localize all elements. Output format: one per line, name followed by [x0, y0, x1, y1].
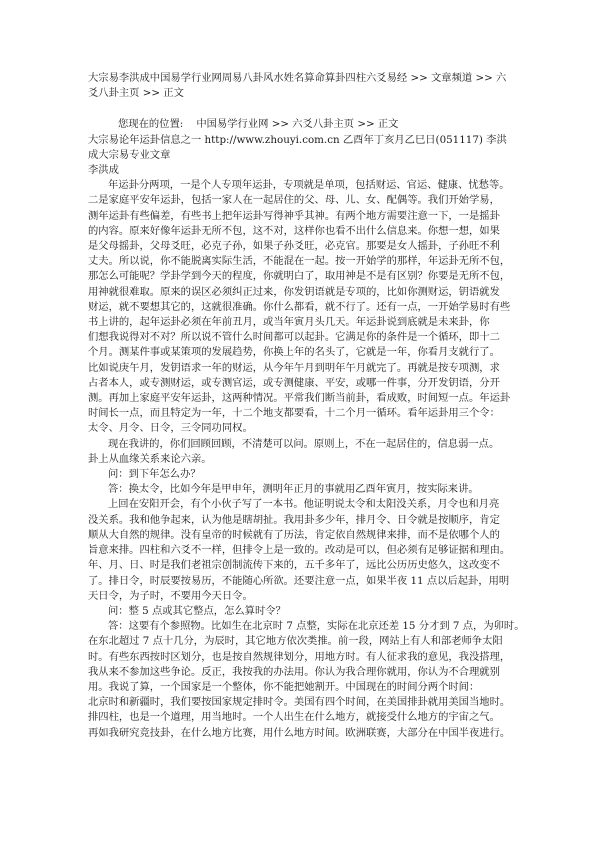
location-link-site[interactable]: 中国易学行业网	[196, 118, 269, 131]
location-label: 您现在的位置:	[118, 118, 184, 131]
paragraph-line: 们想我说得对不对？所以说不管什么时间都可以起卦。它满足你的条件是一个循环，即十二	[88, 331, 500, 344]
paragraph-line: 个月。测某件事或某策项的发展趋势，你换上年的名头了，它就是一年，你看月支就行了。	[88, 346, 500, 359]
paragraph-line: 财运，就不要想其它的，这就很准确。你什么都看，就不行了。还有一点，一开始学易时有些	[88, 300, 511, 313]
article-paragraph	[88, 619, 525, 741]
article-author: 李洪成	[88, 164, 119, 177]
answer-line: 答：换太令，比如今年是甲申年，测明年正月的事就用乙酉年寅月，按实际来讲。	[108, 483, 479, 496]
breadcrumb-top	[88, 71, 513, 101]
paragraph-line: 顺从大自然的规律。没有皇帝的时候就有了历法，肯定依自然规律来排，而不是依哪个人的	[88, 528, 500, 541]
paragraph-line: 测年运卦有些偏差，有些书上把年运卦写得神乎其神。有两个地方需要注意一下，一是摇卦	[88, 209, 500, 222]
document-page	[88, 71, 525, 741]
paragraph-line: 旨意来排。四柱和六爻不一样，但排令上是一致的。改动是可以，但必须有足够证据和理由。	[88, 544, 511, 557]
paragraph-line: 北京时和新疆时，我们要按国家规定排时令。美国有四个时间，在美国排卦就用美国当地时。	[88, 696, 511, 709]
location-separator: >>	[271, 118, 289, 131]
paragraph-line: 用。我说了算，一个国家是一个整体，你不能把她割开。中国现在的时间分两个时间：	[88, 680, 480, 693]
article-paragraph	[88, 178, 513, 436]
location-link-section[interactable]: 六爻八卦主页	[292, 118, 355, 131]
paragraph-line: 那怎么可能呢？学卦学到今天的程度，你就明白了，取用神是不是有区别？你要是无所不包，	[88, 270, 511, 283]
paragraph-line: 二是家庭平安年运卦，包括一家人在一起居住的父、母、儿、女、配偶等。我们开始学易，	[88, 194, 500, 207]
breadcrumb-top-line1[interactable]: 大宗易李洪成中国易学行业网周易八卦风水姓名算命算卦四柱六爻易经 >> 文章频道 >> 六	[88, 72, 507, 84]
spacer	[88, 101, 513, 117]
paragraph-line: 天日令，为子时，不要用今天日令。	[88, 589, 253, 602]
paragraph-line: 年运卦分两项，一是个人专项年运卦，专项就是单项，包括财运、官运、健康、忧愁等。	[108, 179, 510, 192]
paragraph-line: 上回在安阳开会，有个小伙子写了一本书。他证明说太令和太阳没关系，月令也和月亮	[108, 498, 500, 511]
paragraph-line: 的内容。原来好像年运卦无所不包，这不对，这样你也看不出什么信息来。你想一想，如果	[88, 224, 500, 237]
breadcrumb-top-line2[interactable]: 爻八卦主页 >> 正文	[88, 87, 184, 100]
paragraph-line: 年、月、日、时是我们老祖宗创制流传下来的，五千多年了，远比公历历史悠久，这改变不	[88, 559, 500, 572]
question-line: 问：到下年怎么办？	[108, 468, 201, 481]
location-current: 正文	[377, 118, 399, 131]
paragraph-line: 再如我研究竞技卦，在什么地方比赛，用什么地方时间。欧洲联赛，大部分在中国半夜进行。	[88, 726, 511, 739]
paragraph-line: 占者本人，或专测财运，或专测官运，或专测健康、平安，或哪一件事，分开发钥语，分开	[88, 376, 500, 389]
article-subtitle-line2: 成大宗易专业文章	[88, 148, 171, 161]
article-paragraph	[88, 437, 513, 467]
paragraph-line: 排四柱，也是一个道理，用当地时。一个人出生在什么地方，就接受什么地方的宇宙之气。	[88, 711, 500, 724]
article-paragraph	[88, 497, 513, 603]
paragraph-line: 答：这要有个参照物。比如生在北京时 7 点整，实际在北京还差 15 分才到 7 点，为卯时。	[108, 620, 525, 633]
question-line: 问：整 5 点或其它整点，怎么算时令？	[108, 604, 286, 617]
paragraph-line: 在东北超过 7 点十几分，为辰时，其它地方依次类推。前一段，网站上有人和部老师争太阳	[88, 635, 503, 648]
paragraph-line: 卦上从血缘关系来论六亲。	[88, 452, 212, 465]
paragraph-line: 时。有些东西按时区划分，也是按自然规律划分，用地方时。有人征求我的意见，我没搭理，	[88, 650, 511, 663]
paragraph-line: 书上讲的，起年运卦必须在年前丑月，或当年寅月头几天。年运卦说到底就是未来卦，你	[88, 316, 490, 329]
article-subtitle-line1: 大宗易论年运卦信息之一 http://www.zhouyi.com.cn 乙酉年丁亥月乙巳日(051117) 李洪	[88, 133, 507, 146]
paragraph-line: 丈夫。所以说，你不能脱离实际生活，不能混在一起。按一开始学的那样，年运卦无所不包，	[88, 255, 511, 268]
paragraph-line: 测。再加上家庭平安年运卦，这两种情况。平常我们断当前卦，看成败，时间短一点。年运卦	[88, 392, 511, 405]
paragraph-line: 太令、月令、日令，三令同功同权。	[88, 422, 253, 435]
paragraph-line: 比如说庚午月，发钥语求一年的财运，从今年午月到明年午月就完了。再就是按专项测，求	[88, 361, 500, 374]
location-breadcrumb	[88, 117, 513, 132]
paragraph-line: 是父母摇卦，父母爻旺，必克子孙，如果子孙爻旺，必克官。那要是女人摇卦，子孙旺不利	[88, 240, 500, 253]
paragraph-line: 了。排日令，时辰要按易历，不能随心所欲。还要注意一点，如果半夜 11 点以后起卦，用明	[88, 574, 510, 587]
paragraph-line: 没关系。我和他争起来，认为他是瞎胡扯。我用卦多少年，排月令、日令就是按顺序，肯定	[88, 513, 500, 526]
location-separator: >>	[357, 118, 375, 131]
paragraph-line: 用神就很难取。原来的误区必须纠正过来，你发钥语就是专项的，比如你测财运，钥语就发	[88, 285, 500, 298]
paragraph-line: 我从来不参加这些争论。反正，我按我的办法用。你认为我合理你就用，你认为不合理就别	[88, 665, 500, 678]
paragraph-line: 现在我讲的，你们回顾回顾，不清楚可以问。原则上，不在一起居住的，信息弱一点。	[108, 437, 500, 450]
paragraph-line: 时间长一点，而且特定为一年，十二个地支都要看，十二个月一循环。看年运卦用三个令：	[88, 407, 500, 420]
